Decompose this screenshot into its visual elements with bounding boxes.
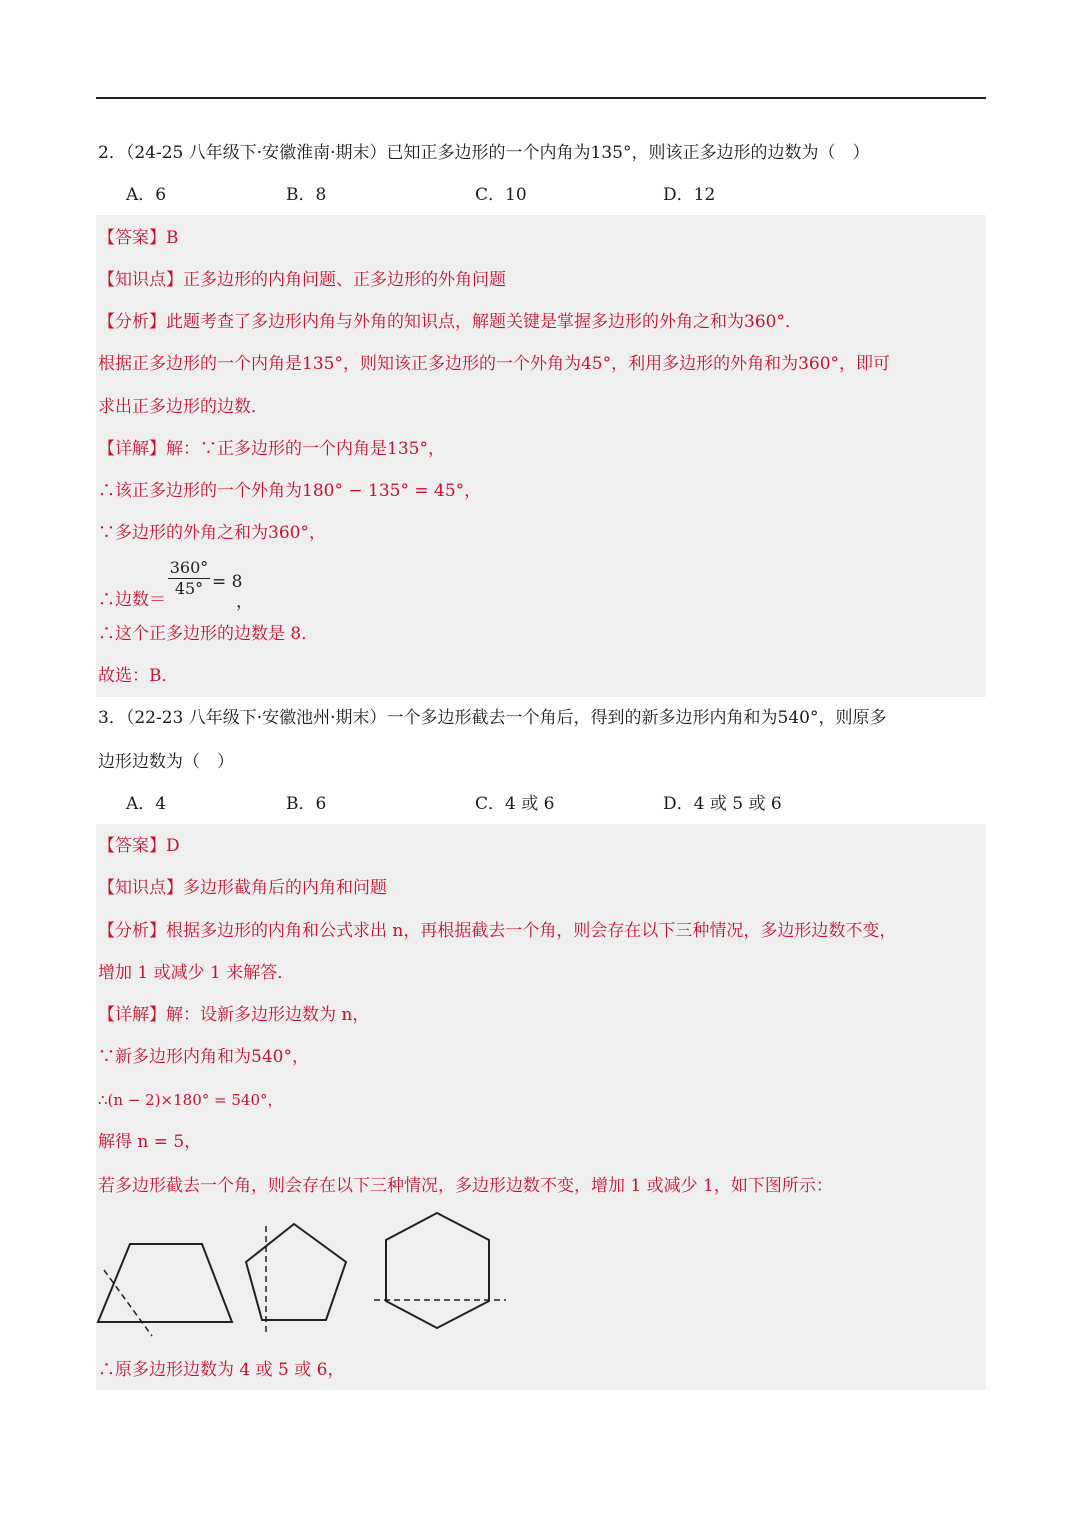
q2-option-d[interactable]: D．12 bbox=[663, 185, 716, 205]
q2-fraction-suffix: ， bbox=[236, 592, 253, 612]
q3-conclusion: ∴原多边形边数为 4 或 5 或 6， bbox=[98, 1360, 345, 1380]
q3-stem-line-1: 3．（22-23 八年级下·安徽池州·期末）一个多边形截去一个角后，得到的新多边形内角和为540°，则原多 bbox=[98, 708, 887, 728]
q2-knowledge-tag: 【知识点】 bbox=[98, 270, 183, 290]
q2-fraction-denominator: 45° bbox=[174, 579, 204, 598]
q2-detail-line-2: ∴该正多边形的一个外角为180° − 135° = 45°， bbox=[98, 481, 482, 501]
q2-detail-line-3: ∵多边形的外角之和为360°， bbox=[98, 523, 326, 543]
hexagon-figure bbox=[374, 1213, 506, 1328]
q2-answer-tag: 【答案】 bbox=[98, 228, 166, 248]
q3-detail-tag: 【详解】 bbox=[98, 1005, 166, 1025]
q2-answer-value: B bbox=[166, 228, 179, 248]
q3-answer-tag: 【答案】 bbox=[98, 836, 166, 856]
q3-detail-line-1 bbox=[98, 1003, 369, 1027]
q3-knowledge-text: 多边形截角后的内角和问题 bbox=[183, 878, 387, 898]
trapezoid-figure bbox=[98, 1244, 232, 1336]
q2-fraction-numerator: 360° bbox=[169, 558, 209, 577]
q3-detail-line-3: ∴(n − 2)×180° = 540°， bbox=[98, 1091, 283, 1109]
q3-analysis-tag: 【分析】 bbox=[98, 921, 166, 941]
q2-analysis-line-1 bbox=[98, 310, 802, 334]
q2-analysis-line-2: 根据正多边形的一个内角是135°，则知该正多边形的一个外角为45°，利用多边形的外角和为360°，即可 bbox=[98, 354, 891, 374]
q2-detail-tag: 【详解】 bbox=[98, 439, 166, 459]
q3-answer-value: D bbox=[166, 836, 180, 856]
q3-answer-line bbox=[98, 834, 180, 858]
pentagon-figure bbox=[246, 1224, 346, 1332]
q3-detail-line-4: 解得 n = 5， bbox=[98, 1132, 202, 1152]
polygon-cut-figures bbox=[96, 1208, 516, 1338]
q3-knowledge-line bbox=[98, 876, 387, 900]
q3-option-b[interactable]: B．6 bbox=[286, 794, 327, 814]
q2-option-a[interactable]: A．6 bbox=[126, 185, 167, 205]
q2-knowledge-text: 正多边形的内角问题、正多边形的外角问题 bbox=[183, 270, 506, 290]
q2-detail-text-1: 解：∵正多边形的一个内角是135°， bbox=[166, 439, 445, 459]
q2-detail-line-5: ∴这个正多边形的边数是 8． bbox=[98, 624, 319, 644]
q3-option-d[interactable]: D．4 或 5 或 6 bbox=[663, 794, 782, 814]
q3-detail-line-5: 若多边形截去一个角，则会存在以下三种情况，多边形边数不变，增加 1 或减少 1，如下图所示： bbox=[98, 1176, 833, 1196]
q2-knowledge-line bbox=[98, 268, 506, 292]
q3-analysis-line-2: 增加 1 或减少 1 来解答． bbox=[98, 963, 295, 983]
q2-detail-line-4: ∴边数＝ bbox=[98, 590, 166, 610]
q2-choose-line: 故选：B． bbox=[98, 666, 179, 686]
q3-option-a[interactable]: A．4 bbox=[126, 794, 167, 814]
q2-fraction-result: = 8 bbox=[212, 572, 243, 592]
q2-analysis-text-1: 此题考查了多边形内角与外角的知识点，解题关键是掌握多边形的外角之和为360°． bbox=[166, 312, 802, 332]
q3-analysis-line-1 bbox=[98, 919, 896, 943]
q3-option-c[interactable]: C．4 或 6 bbox=[475, 794, 555, 814]
q3-stem-line-2: 边形边数为（ ） bbox=[98, 752, 234, 772]
q3-detail-text-1: 解：设新多边形边数为 n， bbox=[166, 1005, 370, 1025]
q2-stem: 2．（24-25 八年级下·安徽淮南·期末）已知正多边形的一个内角为135°，则该正多边形的边数为（ ） bbox=[98, 143, 870, 163]
header-rule bbox=[96, 97, 986, 99]
q3-knowledge-tag: 【知识点】 bbox=[98, 878, 183, 898]
q2-fraction bbox=[168, 558, 210, 599]
q2-answer-line bbox=[98, 226, 179, 250]
q2-analysis-line-3: 求出正多边形的边数． bbox=[98, 397, 268, 417]
q3-analysis-text-1: 根据多边形的内角和公式求出 n，再根据截去一个角，则会存在以下三种情况，多边形边数不变， bbox=[166, 921, 897, 941]
q2-detail-line-1 bbox=[98, 437, 445, 461]
q2-option-b[interactable]: B．8 bbox=[286, 185, 327, 205]
q2-analysis-tag: 【分析】 bbox=[98, 312, 166, 332]
q2-option-c[interactable]: C．10 bbox=[475, 185, 527, 205]
q3-detail-line-2: ∵新多边形内角和为540°， bbox=[98, 1047, 309, 1067]
